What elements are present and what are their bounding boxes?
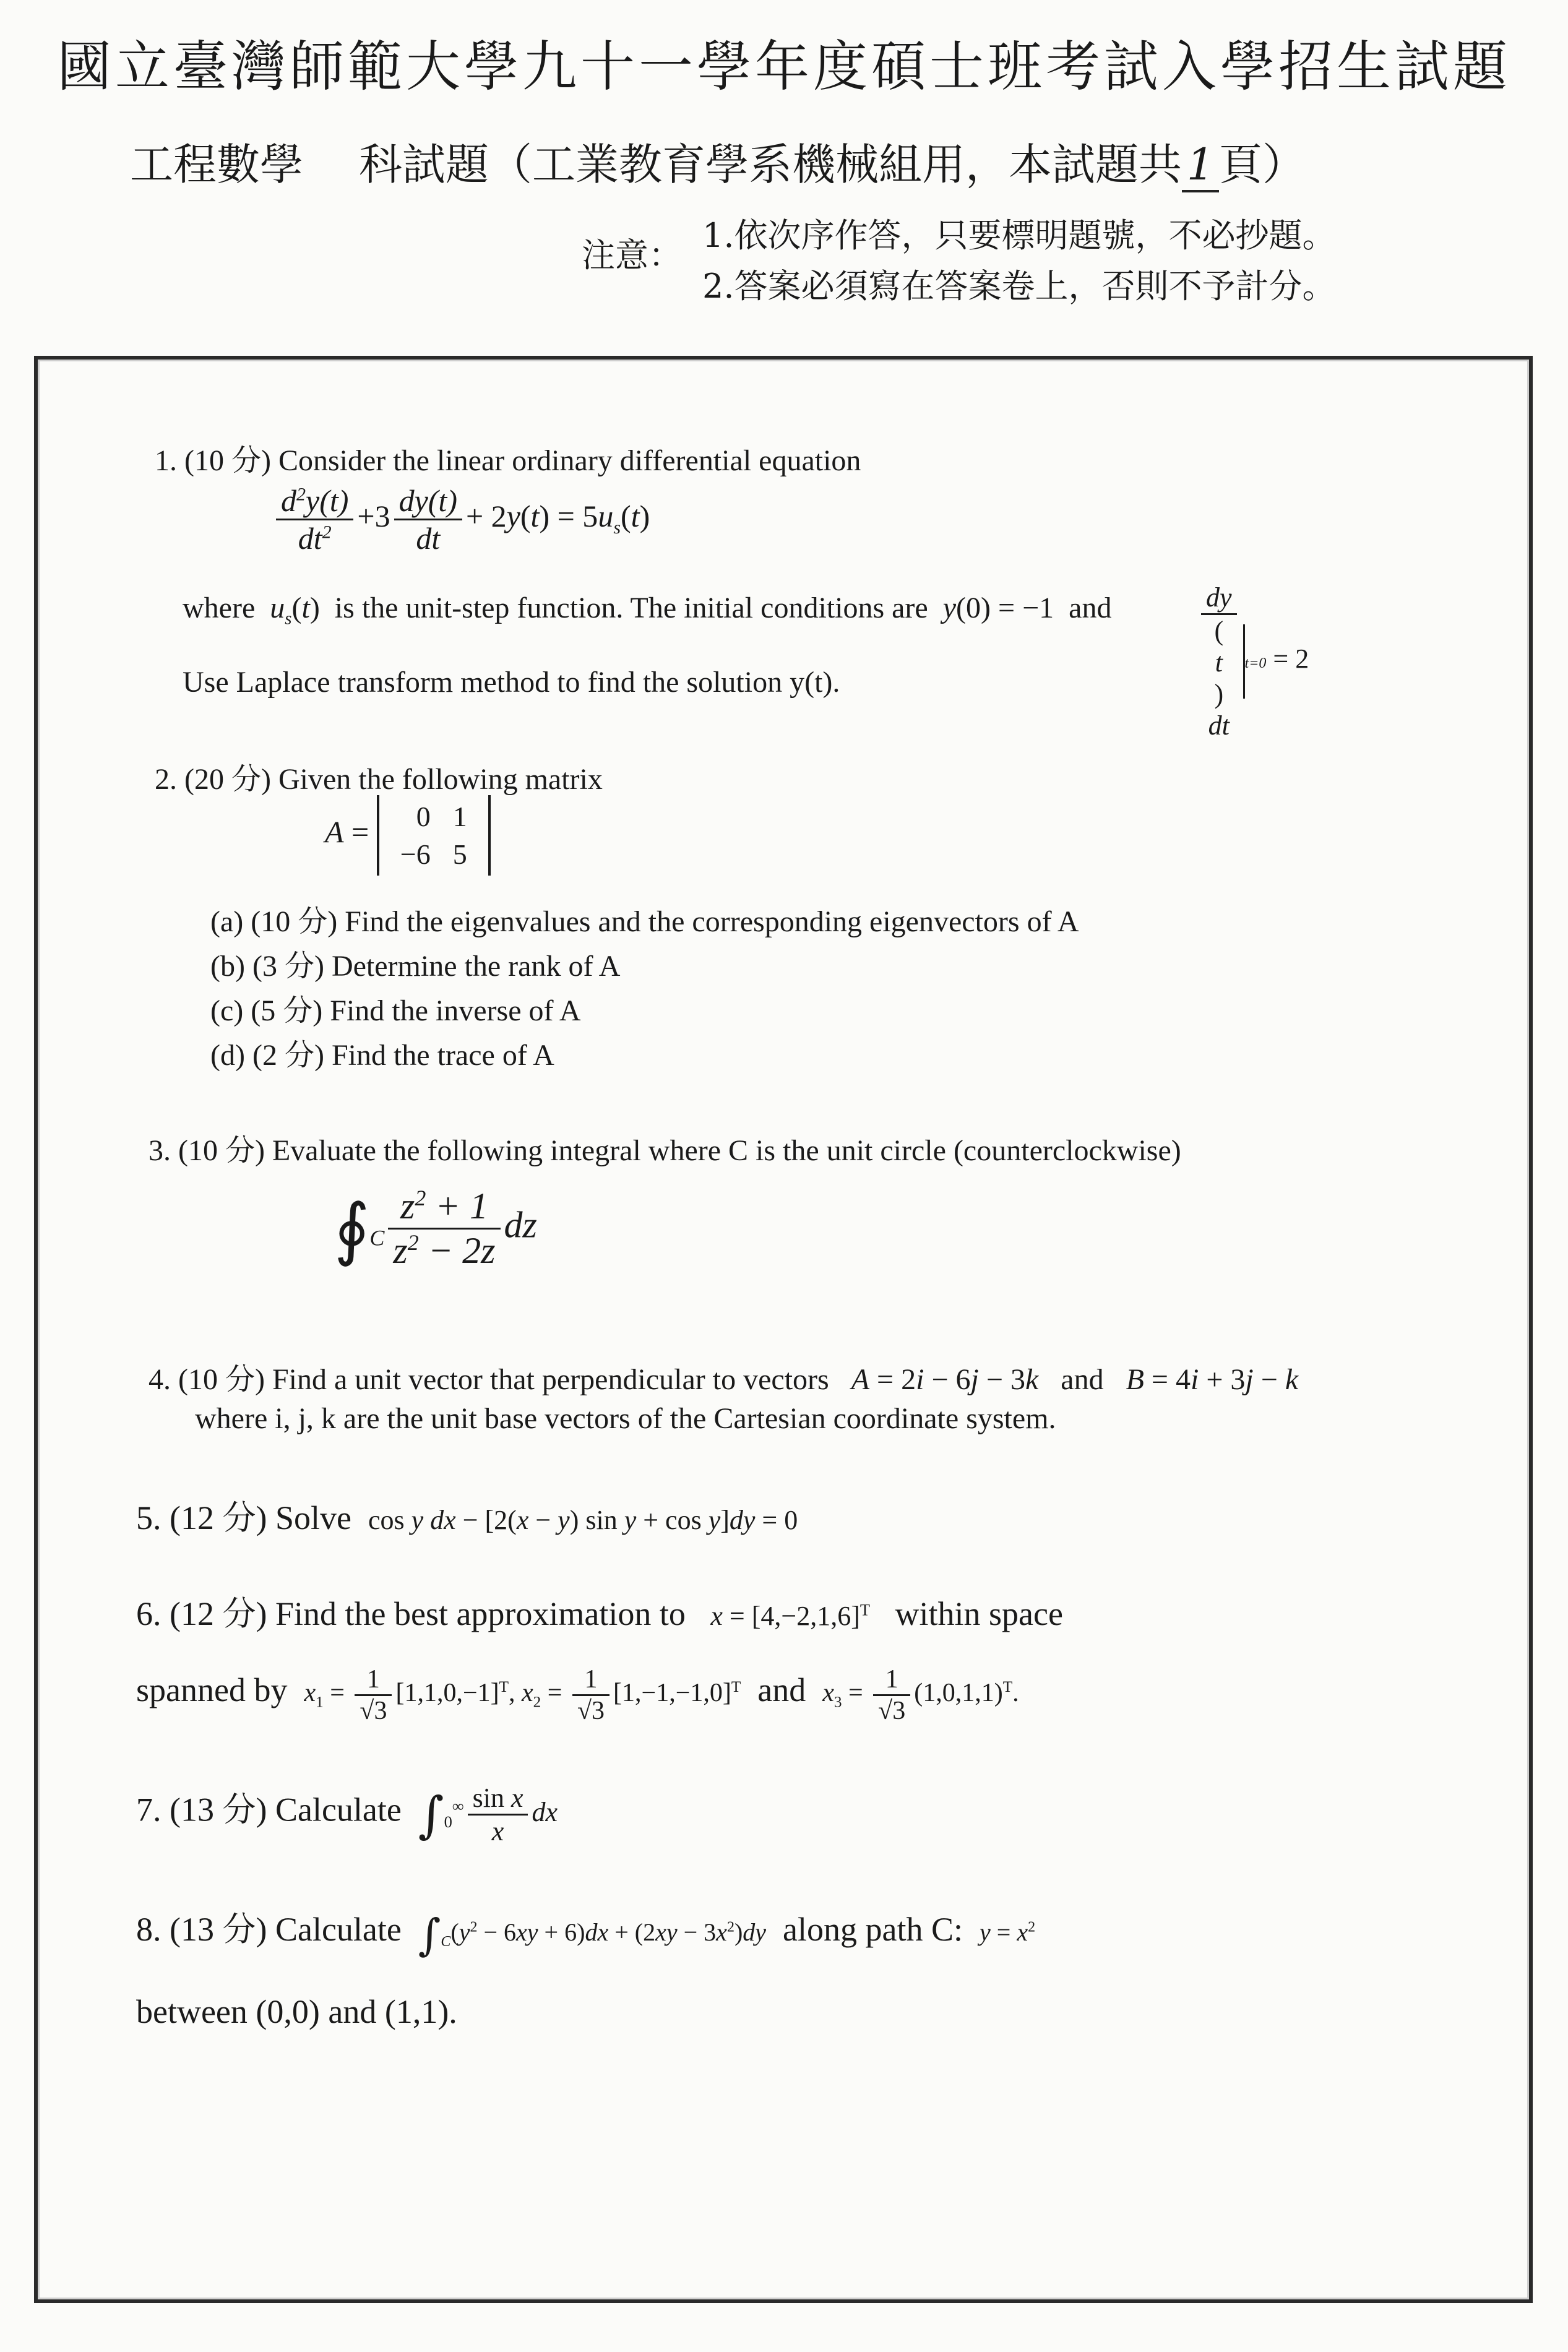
notice-item-2: 2.答案必須寫在答案卷上，否則不予計分。 [702,267,1336,306]
q6-line1: 6. (12 分) Find the best approximation to $x = [4,-2,1,6]^T$ within space [136,1595,1063,1632]
q4-and: and [1061,1363,1104,1396]
q7-line: 7. (13 分) Calculate $\int_0^\infty$ $\frac{\text{sin x}}{x}$ dx [136,1783,558,1846]
q4-line1: 4. (10 分) Find a unit vector that perpendicular to vectors A = 2i − 6j − 3k and B = 4i + 3j − k [149,1363,1299,1396]
q6-heading: 6. (12 分) Find the best approximation to [136,1595,686,1632]
matrix-cell: 5 [452,838,467,870]
q2-heading: 2. (20 分) Given the following matrix [155,763,603,796]
q3-integral: $∮_C$ $\frac{z^2 + 1}{z^2 - 2z}$ dz [334,1186,537,1271]
q1-where-mid: is the unit-step function. The initial conditions are [334,592,928,624]
q8-heading: 8. (13 分) Calculate [136,1911,402,1948]
q2-part-c: (c) (5 分) Find the inverse of A [210,994,581,1027]
q6-and: and [757,1671,806,1709]
q1-initial-derivative: dy ( t ) dt t=0 = 2 [1197,582,1309,741]
q2-part-d: (d) (2 分) Find the trace of A [210,1039,554,1072]
matrix-a [377,795,491,876]
q1-equation: $\frac{d^2y(t)}{dt^2}$ +3 $\frac{dy(t)}{dt}$ + $2y(t) = 5u_s(t)$ [272,483,650,556]
q1-where-line: where $u_s(t)$ is the unit-step function. The initial conditions are y(0) = −1 and [183,592,1112,629]
exam-subtitle [130,130,1306,192]
q4-line2: where i, j, k are the unit base vectors of the Cartesian coordinate system. [195,1402,1056,1435]
notice-item-1: 1.依次序作答，只要標明題號，不必抄題。 [702,216,1336,255]
q7-heading: 7. (13 分) Calculate [136,1791,402,1829]
matrix-cell: 0 [416,801,431,832]
q1-and: and [1069,592,1112,624]
q5-line: 5. (12 分) Solve cos y dx − [2(x − y) sin y + cos y]dy = 0 [136,1499,798,1536]
q8-line2: between (0,0) and (1,1). [136,1993,457,2030]
matrix-cell: −6 [400,838,431,870]
q2-matrix-eq: A = 0 1 −6 5 [325,795,491,876]
q8-along: along path C: [783,1911,963,1948]
q2-part-a: (a) (10 分) Find the eigenvalues and the corresponding eigenvectors of A [210,905,1079,938]
notice-block [702,210,1336,312]
page-count: 1 [1182,139,1219,192]
q1-line3: Use Laplace transform method to find the solution y(t). [183,666,840,699]
q1-heading: 1. (10 分) Consider the linear ordinary differential equation [155,444,861,477]
q5-heading: 5. (12 分) Solve [136,1499,351,1536]
notice-label: 注意： [582,236,682,275]
q6-spanned: spanned by [136,1671,288,1709]
subtitle-suffix: 頁） [1219,139,1306,190]
subject-name: 工程數學 [130,139,303,190]
q6-line2: spanned by $x_1$ = $\frac{1}{√3}$ $[1,1,0,-1]^T$, $x_2$ = $\frac{1}{√3}$ $[1,-1,-1,0]^T$ and $x_3$ = $\frac{1}{√3}$ $(1,0,1,1)^T$. [136,1665,1019,1725]
exam-title: 國立臺灣師範大學九十一學年度碩士班考試入學招生試題 [56,35,1511,98]
q8-line1: 8. (13 分) Calculate $\int_C(y^2 - 6xy + 6)dx + (2xy - 3x^2)dy$ along path C: $y = x^2$ [136,1909,1036,1960]
q6-within: within space [895,1595,1063,1632]
subtitle-prefix: 科試題（工業教育學系機械組用，本試題共 [359,139,1182,190]
q1-where-prefix: where [183,592,256,624]
q3-heading: 3. (10 分) Evaluate the following integral where C is the unit circle (counterclockwise) [149,1134,1181,1167]
q2-part-b: (b) (3 分) Determine the rank of A [210,950,621,983]
matrix-cell: 1 [452,801,467,832]
q4-heading: 4. (10 分) Find a unit vector that perpendicular to vectors [149,1363,829,1396]
